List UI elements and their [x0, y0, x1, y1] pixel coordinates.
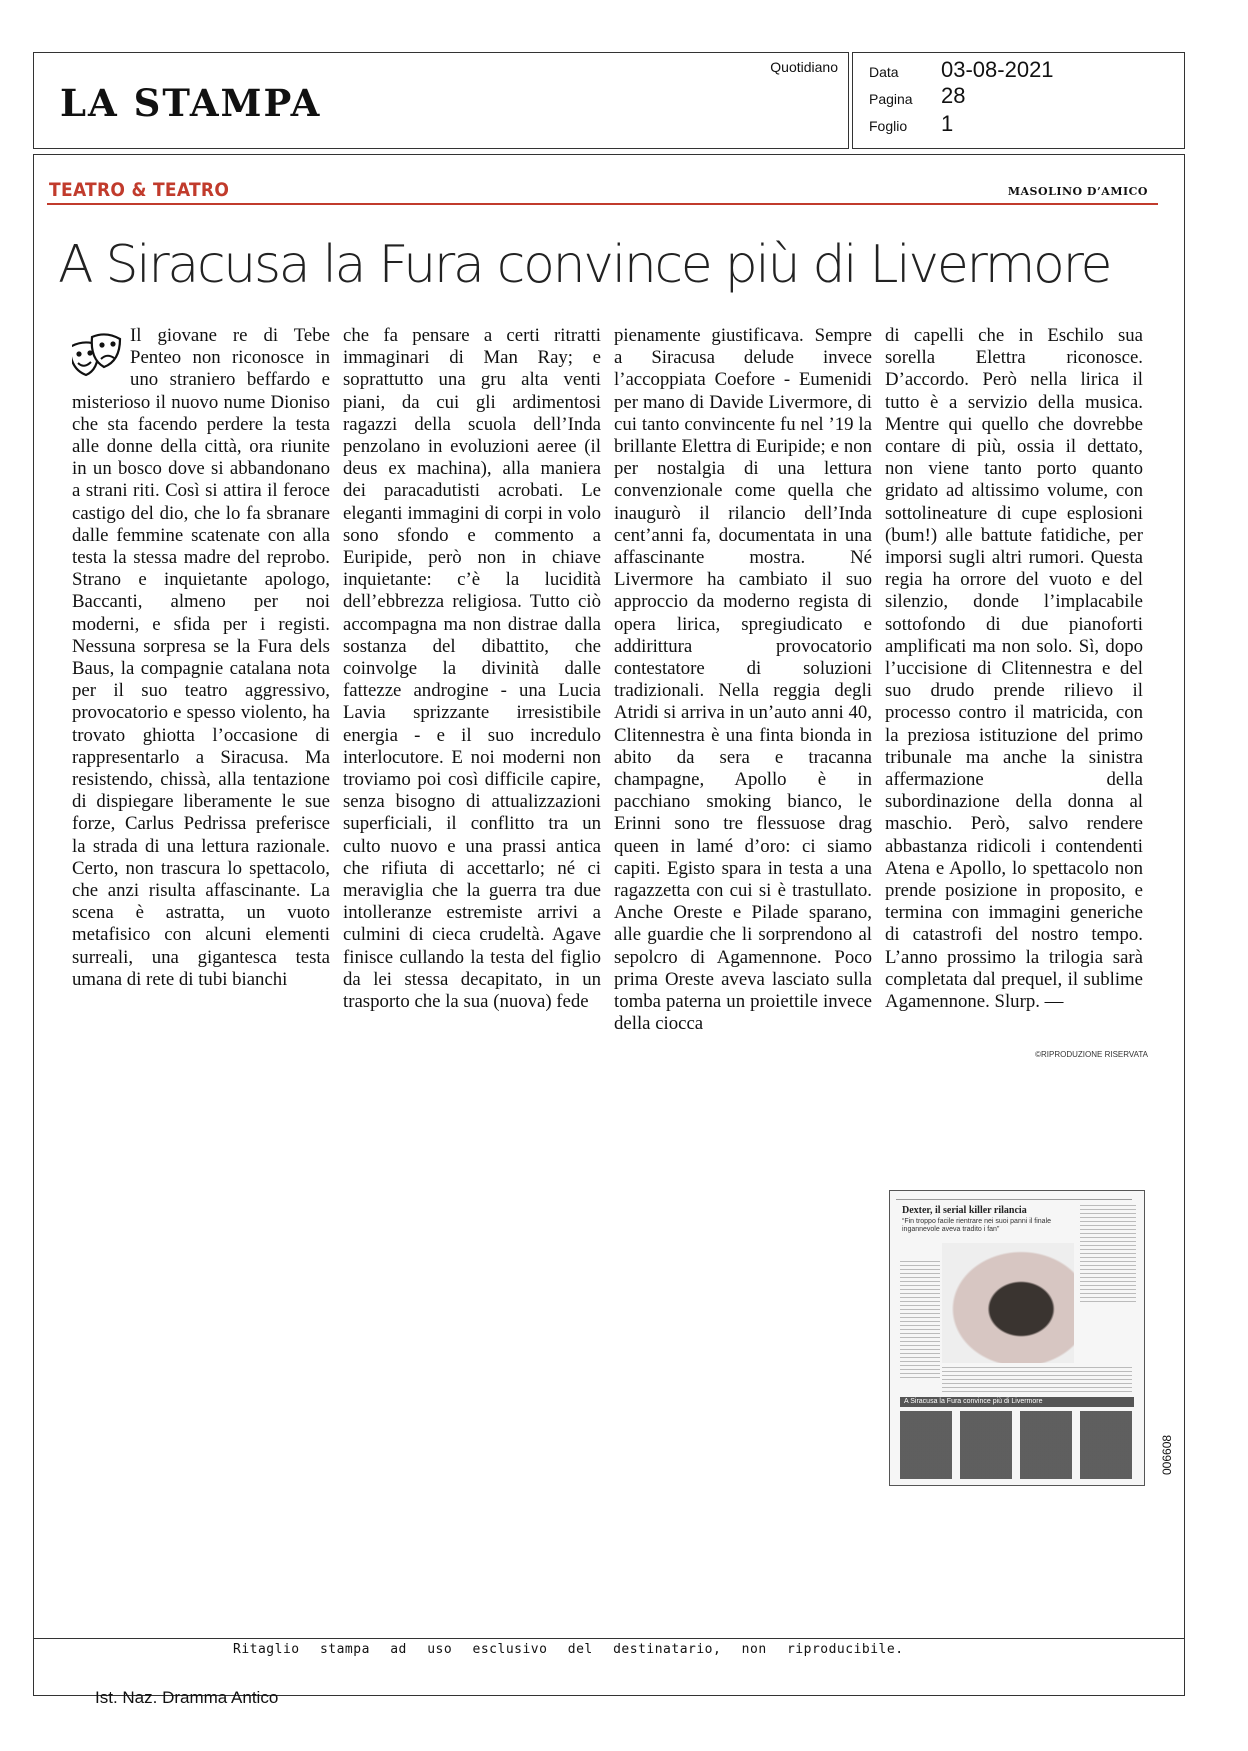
thumb-body-text [942, 1367, 1132, 1395]
client-name: Ist. Naz. Dramma Antico [95, 1688, 279, 1707]
thumb-mini-headline: A Siracusa la Fura convince più di Livermore [900, 1397, 1134, 1407]
newspaper-logo: LA STAMPA [60, 81, 322, 125]
date-value: 03-08-2021 [941, 57, 1054, 82]
article-column-2 [343, 325, 601, 1045]
theatre-masks-icon [72, 329, 124, 383]
thumb-subhead: “Fin troppo facile rientrare nei suoi panni il finale ingannevole aveva tradito i fan” [902, 1218, 1052, 1233]
author-byline: MASOLINO D’AMICO [1007, 185, 1148, 198]
thumb-headline: Dexter, il serial killer rilancia [902, 1205, 1027, 1216]
issue-meta-box [852, 52, 1185, 149]
publication-type: Quotidiano [770, 59, 838, 75]
article-column-4 [885, 325, 1143, 1045]
date-label: Data [869, 64, 899, 80]
article-headline: A Siracusa la Fura convince più di Livermore [58, 235, 1111, 295]
masthead-box [33, 52, 849, 149]
side-code: 006608 [1160, 1434, 1174, 1475]
column-3-text: pienamente giustificava. Sempre a Siracusa delude invece l’accoppiata Coefore - Eumenidi per mano di Davide Livermore, di cui tanto convincente fu nel ’19 la brillante Elettra di Euripide; e non per nostalgia di una lettura convenzionale come quella che inaugurò il rilancio dell’Inda cent’anni fa, documentata in una affascinante mostra. Né Livermore ha cambiato il suo approccio da moderno regista di opera lirica, spregiudicato e addirittura provocatorio contestatore di soluzioni tradizionali. Nella reggia degli Atridi si arriva in un’auto anni 40, Clitennestra è una finta bionda in abito da sera e tracanna champagne, Apollo è in pacchiano smoking bianco, le Erinni sono tre flessuose drag queen in lamé d’oro: ci siamo capiti. Egisto spara in testa a una ragazzetta con cui si è trastullato. Anche Oreste e Pilade sparano, alle guardie che li sorprendono al sepolcro di Agamennone. Poco prima Oreste aveva lasciato sulla tomba paterna un proiettile invece della ciocca [614, 325, 872, 1035]
sheet-label: Foglio [869, 118, 908, 134]
section-rule [47, 203, 1158, 205]
column-1-text: Il giovane re di Tebe Penteo non riconosce in uno straniero beffardo e misterioso il nuovo nume Dioniso che sta facendo perdere la testa alle donne della città, ora riunite in un bosco dove si abbandonano a strani riti. Così si attira il feroce castigo del dio, che lo fa sbranare dalle femmine scatenate con alla testa la stessa madre del reprobo. Strano e inquietante apologo, Baccanti, almeno per noi moderni, e sfida per i registi. Nessuna sorpresa se la Fura dels Baus, la compagnie catalana nota per il suo teatro aggressivo, provocatorio e spesso violento, ha trovato ghiotta l’occasione di rappresentarlo a Siracusa. Ma resistendo, chissà, alla tentazione di dispiegare liberamente le sue forze, Carlus Pedrissa preferisce la strada di una lettura razionale. Certo, non trascura lo spettacolo, che anzi risulta affascinante. La scena è astratta, un vuoto metafisico con alcuni elementi surreali, una gigantesca testa umana di rete di tubi bianchi [72, 325, 330, 990]
article-column-3 [614, 325, 872, 1045]
thumb-photo [942, 1243, 1074, 1363]
thumb-side-text [1080, 1205, 1136, 1305]
clipping-notice: Ritaglio stampa ad uso esclusivo del destinatario, non riproducibile. [233, 1642, 904, 1657]
section-label: TEATRO & TEATRO [49, 179, 230, 201]
page-label: Pagina [869, 91, 913, 107]
page-thumbnail [889, 1190, 1145, 1486]
column-4-text: di capelli che in Eschilo sua sorella Elettra riconosce. D’accordo. Però nella lirica il tutto è a servizio della musica. Mentre qui quello che dovrebbe contare di più, ossia il dettato, non viene tanto porto quanto gridato ad altissimo volume, con sottolineature di cupe esplosioni (bum!) alle battute fatidiche, per imporsi sugli altri rumori. Questa regia ha orrore del vuoto e del silenzio, donde l’implacabile sottofondo di due pianoforti amplificati ma non solo. Sì, dopo l’uccisione di Clitennestra e del suo drudo prende rilievo il processo contro il matricida, con la preziosa istituzione del primo tribunale ma anche la sinistra affermazione della subordinazione della donna al maschio. Però, salvo rendere abbastanza ridicoli i contendenti Atena e Apollo, lo spettacolo non prende posizione in proposito, e termina con immagini generiche di catastrofi del nostro tempo. L’anno prossimo la trilogia sarà completata dal prequel, il sublime Agamennone. Slurp. — [885, 325, 1143, 1013]
thumb-rule [896, 1199, 1132, 1200]
column-2-text: che fa pensare a certi ritratti immaginari di Man Ray; e soprattutto una gru alta venti piani, da cui gli ardimentosi ragazzi della scuola dell’Inda penzolano in evoluzioni aeree (il deus ex machina), alla maniera dei paracadutisti acrobati. Le eleganti immagini di corpi in volo sono sfondo e commento a Euripide, però non in chiave inquietante: c’è la lucidità dell’ebbrezza religiosa. Tutto ciò accompagna ma non distrae dalla sostanza del dibattito, che coinvolge la divinità dalle fattezze androgine - una Lucia Lavia sprizzante irresistibile energia - e il suo incredulo interlocutore. E noi moderni non troviamo poi così difficile capire, senza bisogno di attualizzazioni superficiali, il conflitto tra un culto nuovo e una prassi antica che rifiuta di accettarlo; né ci meraviglia che la guerra tra due intolleranze estremiste arrivi a culmini di cieca crudeltà. Agave finisce cullando la testa del figlio da lei stessa decapitato, in un trasporto che la sua (nuova) fede [343, 325, 601, 1013]
sheet-value: 1 [941, 111, 954, 136]
page-value: 28 [941, 83, 966, 108]
thumb-left-text [900, 1261, 940, 1381]
article-column-1 [72, 325, 330, 1045]
copyright-note: ©RIPRODUZIONE RISERVATA [1035, 1050, 1148, 1059]
thumb-mini-columns [900, 1411, 1134, 1479]
clipping-footer [33, 1638, 1185, 1660]
